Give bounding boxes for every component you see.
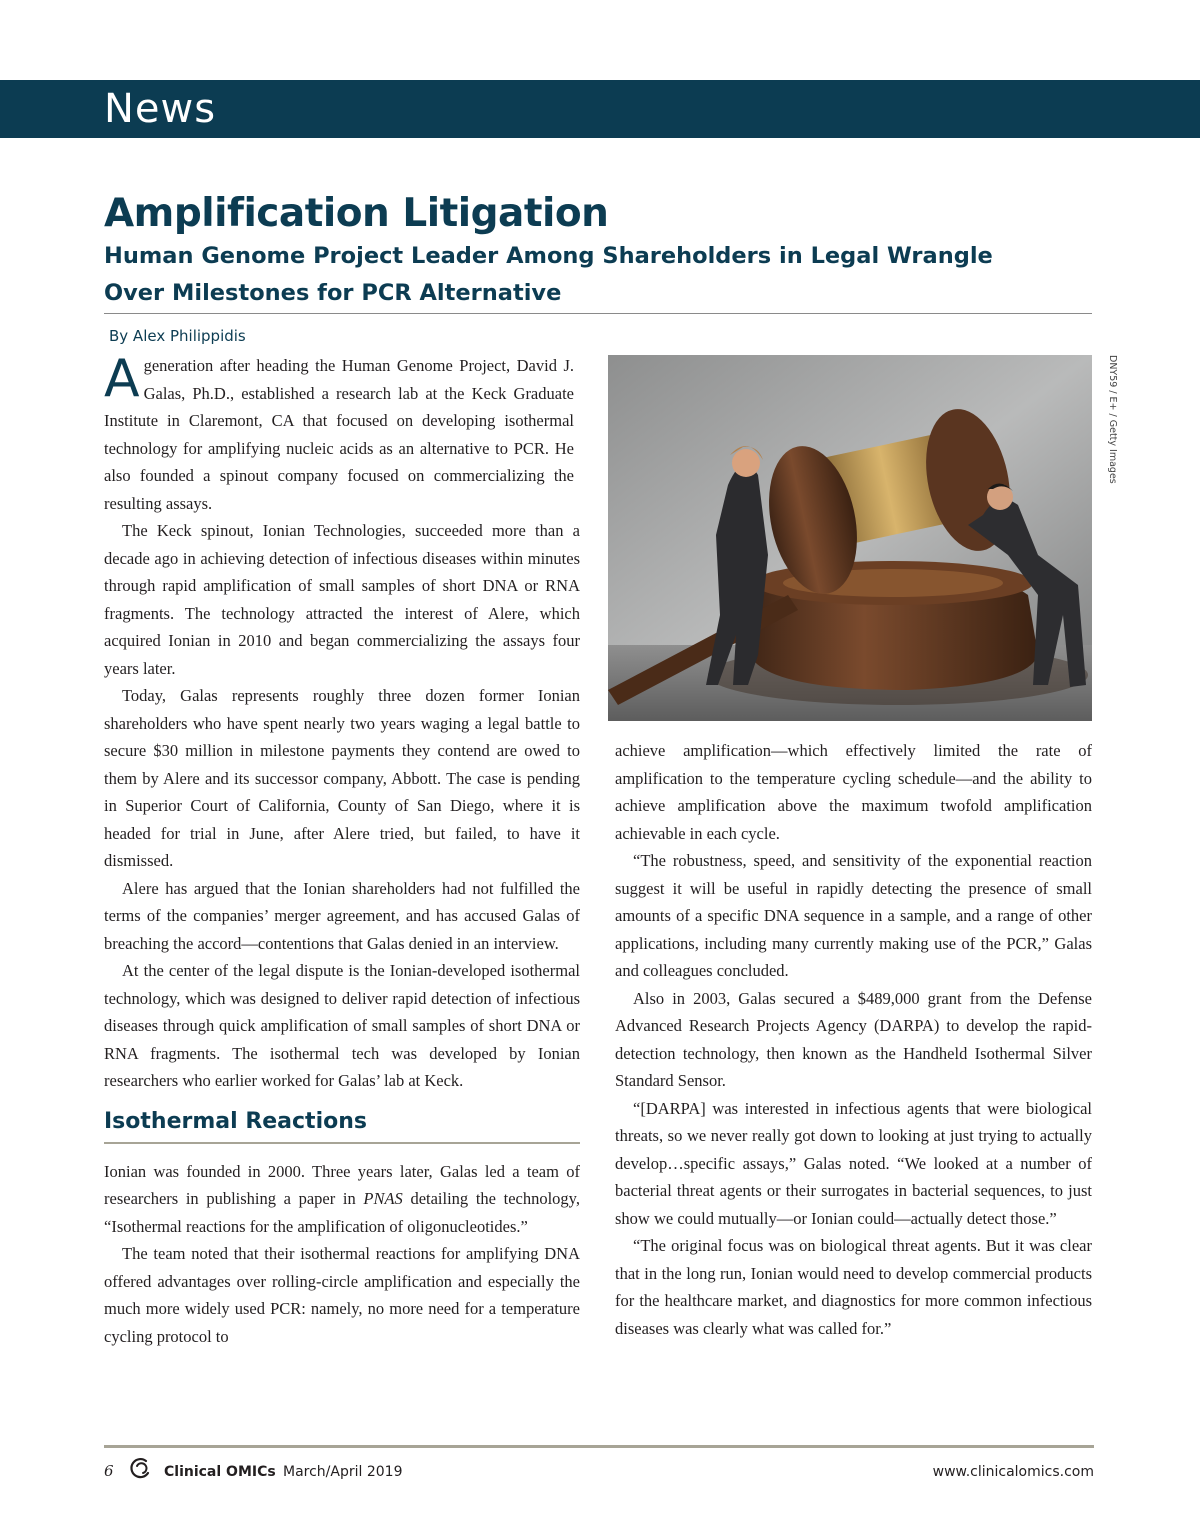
- subhead: Isothermal Reactions: [104, 1107, 580, 1144]
- issue-date: March/April 2019: [283, 1464, 403, 1480]
- website-link[interactable]: www.clinicalomics.com: [932, 1464, 1094, 1480]
- deck-line-2: Over Milestones for PCR Alternative: [104, 280, 562, 306]
- body-paragraph: “The original focus was on biological threat agents. But it was clear that in the long run, Ionian would need to develop commercial products for the healthcare market, and diagnostics for more common infectious diseases was clearly what was called for.”: [615, 1236, 1092, 1338]
- deck-line-1: Human Genome Project Leader Among Shareholders in Legal Wrangle: [104, 243, 993, 269]
- left-column: [104, 349, 580, 1350]
- body-paragraph: [104, 1158, 580, 1241]
- journal-name: PNAS: [363, 1189, 403, 1208]
- paragraph-text: Ionian was founded in 2000. Three years later, Galas led a team of researchers in publishing a paper in: [104, 1161, 580, 1208]
- drop-cap: A: [104, 349, 140, 409]
- article-photo: [608, 355, 1092, 721]
- gavel-illustration: [608, 355, 1092, 721]
- intro-paragraph: [104, 349, 574, 517]
- body-paragraph: At the center of the legal dispute is the Ionian-developed isothermal technology, which was designed to deliver rapid detection of infectious diseases through quick amplification of small samples of short DNA or RNA fragments. The isothermal tech was developed by Ionian researchers who earlier worked for Galas’ lab at Keck.: [104, 961, 580, 1090]
- right-column: [615, 737, 1092, 1342]
- body-paragraph: “The robustness, speed, and sensitivity of the exponential reaction suggest it will be useful in rapidly detecting the presence of small amounts of a specific DNA sequence in a sample, and a range of other applications, including many currently making use of the PCR,” Galas and colleagues concluded.: [615, 851, 1092, 980]
- section-banner: [0, 80, 1200, 138]
- byline: By Alex Philippidis: [109, 327, 246, 345]
- body-paragraph: Alere has argued that the Ionian shareholders had not fulfilled the terms of the companies’ merger agreement, and has accused Galas of breaching the accord—contentions that Galas denied in an interview.: [104, 878, 580, 953]
- section-label: News: [104, 86, 217, 132]
- body-paragraph: The team noted that their isothermal reactions for amplifying DNA offered advantages over rolling-circle amplification and especially the much more widely used PCR: namely, no more need for a temperature cycling protocol to: [104, 1244, 580, 1346]
- page-number: 6: [104, 1462, 114, 1480]
- body-paragraph: Today, Galas represents roughly three dozen former Ionian shareholders who have spent nearly two years waging a legal battle to secure $30 million in milestone payments they contend are owed to them by Alere and its successor company, Abbott. The case is pending in Superior Court of California, County of San Diego, where it is headed for trial in June, after Alere tried, but failed, to have it dismissed.: [104, 686, 580, 870]
- body-paragraph: “[DARPA] was interested in infectious agents that were biological threats, so we never really got down to looking at just trying to actually develop…specific assays,” Galas noted. “We looked at a number of bacterial threat agents or their surrogates in bacterial sequences, to just show we could mutually—or Ionian could—actually detect those.”: [615, 1098, 1092, 1228]
- deck-divider: [104, 313, 1092, 314]
- body-paragraph: achieve amplification—which effectively limited the rate of amplification to the temperature cycling schedule—and the ability to achieve amplification above the maximum twofold amplification achievable in each cycle.: [615, 741, 1092, 843]
- paragraph-text: detailing the technology, “Isothermal reactions for the amplification of oligonucleotides.”: [104, 1189, 580, 1236]
- clinical-omics-logo-icon: [128, 1456, 154, 1482]
- deck: [104, 238, 1094, 312]
- body-paragraph: The Keck spinout, Ionian Technologies, succeeded more than a decade ago in achieving detection of infectious diseases within minutes through rapid amplification of small samples of short DNA or RNA fragments. The technology attracted the interest of Alere, which acquired Ionian in 2010 and began commercializing the assays four years later.: [104, 521, 580, 678]
- headline: Amplification Litigation: [104, 191, 609, 236]
- photo-credit: DNY59 / E+ / Getty Images: [1107, 355, 1118, 484]
- magazine-name: Clinical OMICs: [164, 1464, 276, 1480]
- body-paragraph: Also in 2003, Galas secured a $489,000 grant from the Defense Advanced Research Projects Agency (DARPA) to develop the rapid-detection technology, then known as the Handheld Isothermal Silver Standard Sensor.: [615, 988, 1092, 1090]
- footer-divider: [104, 1445, 1094, 1448]
- paragraph-text: generation after heading the Human Genome Project, David J. Galas, Ph.D., established a research lab at the Keck Graduate Institute in Claremont, CA that focused on developing isothermal technology for amplifying nucleic acids as an alternative to PCR. He also founded a spinout company focused on commercializing the resulting assays.: [104, 356, 574, 513]
